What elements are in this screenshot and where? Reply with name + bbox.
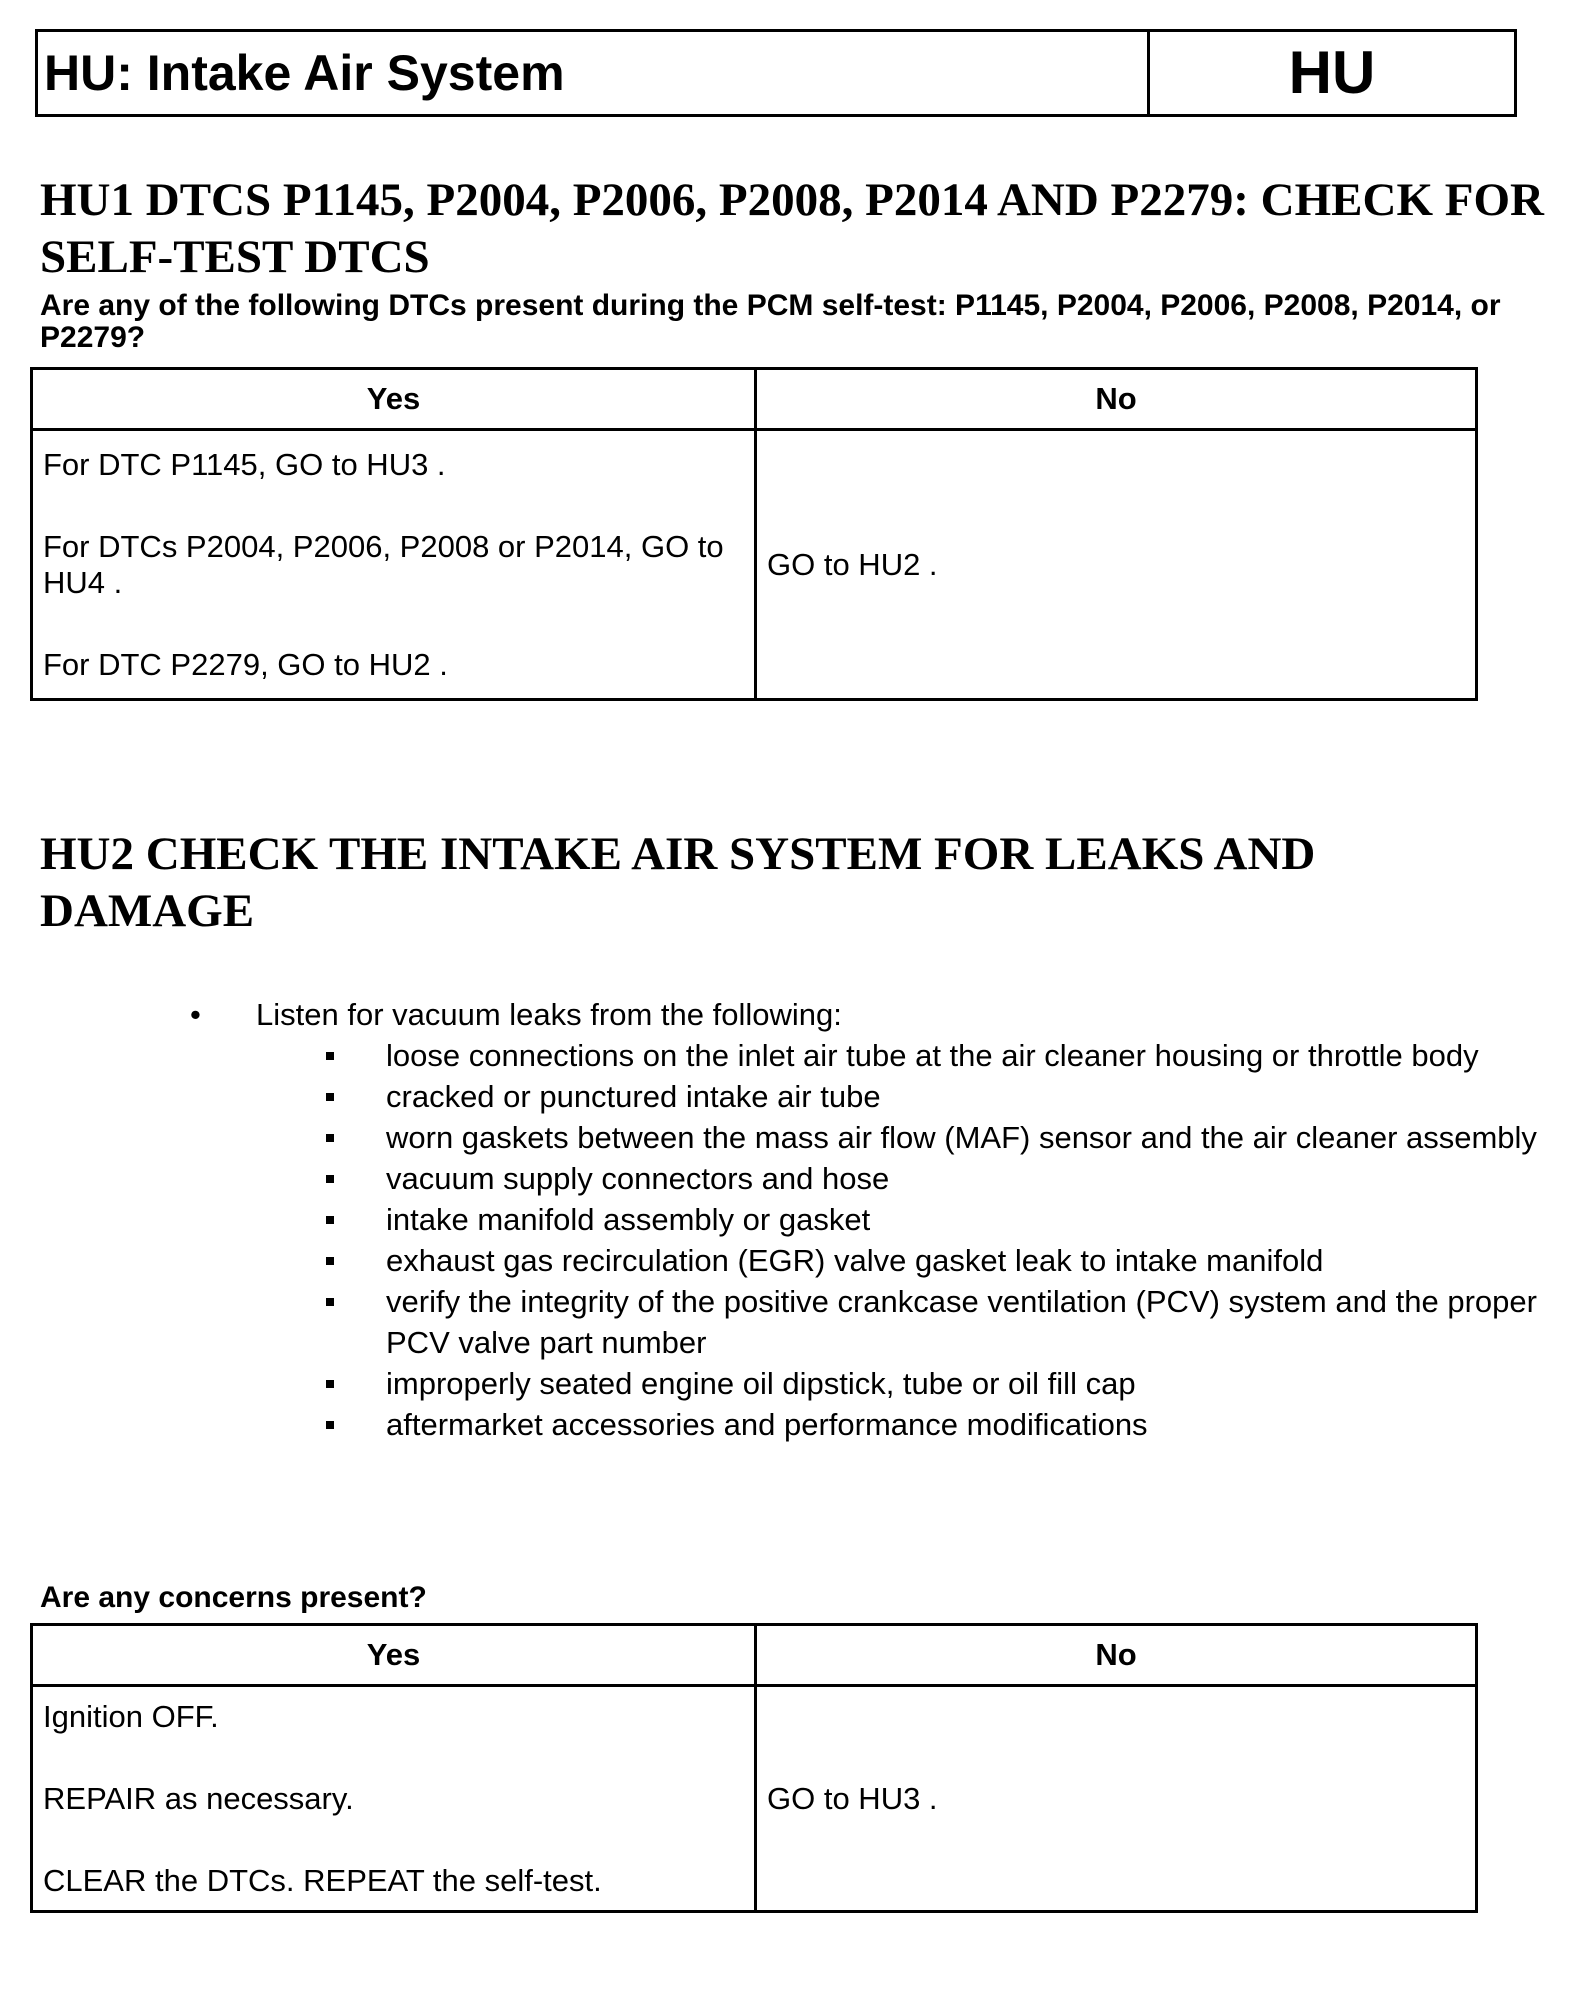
list-item-text: exhaust gas recirculation (EGR) valve gasket leak to intake manifold: [386, 1243, 1324, 1278]
hu2-heading: HU2 CHECK THE INTAKE AIR SYSTEM FOR LEAKS AND DAMAGE: [40, 828, 1316, 937]
square-bullet-icon: [326, 1421, 334, 1429]
section-title: HU: Intake Air System: [38, 32, 1150, 114]
square-bullet-icon: [326, 1257, 334, 1265]
no-cell: GO to HU2 .: [756, 430, 1477, 700]
section-code: HU: [1288, 39, 1376, 106]
table-header-row: [32, 369, 1477, 430]
list-item-text: worn gaskets between the mass air flow (MAF) sensor and the air cleaner assembly: [386, 1120, 1537, 1155]
yes-cell: [32, 430, 756, 700]
sub-list: [190, 1035, 1570, 1445]
list-item: [190, 994, 1570, 1035]
list-item-text: improperly seated engine oil dipstick, tube or oil fill cap: [386, 1366, 1136, 1401]
square-bullet-icon: [326, 1093, 334, 1101]
hu2-decision-table: [30, 1623, 1478, 1913]
section-header: [35, 29, 1517, 117]
list-item: [190, 1076, 1570, 1117]
leak-check-list: [190, 994, 1570, 1445]
table-row: [32, 1686, 1477, 1912]
yes-instruction: CLEAR the DTCs. REPEAT the self-test.: [43, 1862, 602, 1898]
bullet-icon: •: [190, 997, 201, 1032]
list-item-text: verify the integrity of the positive crankcase ventilation (PCV) system and the proper PCV valve part number: [386, 1284, 1537, 1360]
square-bullet-icon: [326, 1134, 334, 1142]
list-item-text: loose connections on the inlet air tube at the air cleaner housing or throttle body: [386, 1038, 1479, 1073]
list-item: [190, 1158, 1570, 1199]
no-cell: GO to HU3 .: [756, 1686, 1477, 1912]
yes-instruction: Ignition OFF.: [43, 1698, 219, 1734]
square-bullet-icon: [326, 1380, 334, 1388]
hu2-question: Are any concerns present?: [40, 1581, 427, 1614]
list-item: [190, 1035, 1570, 1076]
hu1-heading: HU1 DTCS P1145, P2004, P2006, P2008, P2014 AND P2279: CHECK FOR SELF-TEST DTCS: [40, 174, 1544, 283]
list-item: [190, 1240, 1570, 1281]
list-item: [190, 1199, 1570, 1240]
yes-column-header: Yes: [32, 369, 756, 430]
list-item-text: cracked or punctured intake air tube: [386, 1079, 881, 1114]
table-row: [32, 430, 1477, 700]
no-column-header: No: [756, 1625, 1477, 1686]
list-intro: Listen for vacuum leaks from the following:: [256, 997, 842, 1032]
list-item: [190, 1281, 1570, 1363]
no-column-header: No: [756, 369, 1477, 430]
hu1-decision-table: [30, 367, 1478, 701]
yes-instruction: For DTC P2279, GO to HU2 .: [43, 646, 448, 682]
yes-cell: [32, 1686, 756, 1912]
list-item-text: aftermarket accessories and performance modifications: [386, 1407, 1148, 1442]
list-item: [190, 1363, 1570, 1404]
square-bullet-icon: [326, 1216, 334, 1224]
list-item-text: intake manifold assembly or gasket: [386, 1202, 871, 1237]
yes-column-header: Yes: [32, 1625, 756, 1686]
list-item: [190, 1117, 1570, 1158]
square-bullet-icon: [326, 1175, 334, 1183]
yes-instruction: REPAIR as necessary.: [43, 1780, 354, 1816]
list-item: [190, 1404, 1570, 1445]
yes-instruction: For DTCs P2004, P2006, P2008 or P2014, GO to HU4 .: [43, 528, 724, 600]
hu1-question: Are any of the following DTCs present during the PCM self-test: P1145, P2004, P2006, P2008, P2014, or P2279?: [40, 289, 1501, 354]
square-bullet-icon: [326, 1298, 334, 1306]
yes-instruction: For DTC P1145, GO to HU3 .: [43, 446, 446, 482]
square-bullet-icon: [326, 1052, 334, 1060]
table-header-row: [32, 1625, 1477, 1686]
list-item-text: vacuum supply connectors and hose: [386, 1161, 890, 1196]
